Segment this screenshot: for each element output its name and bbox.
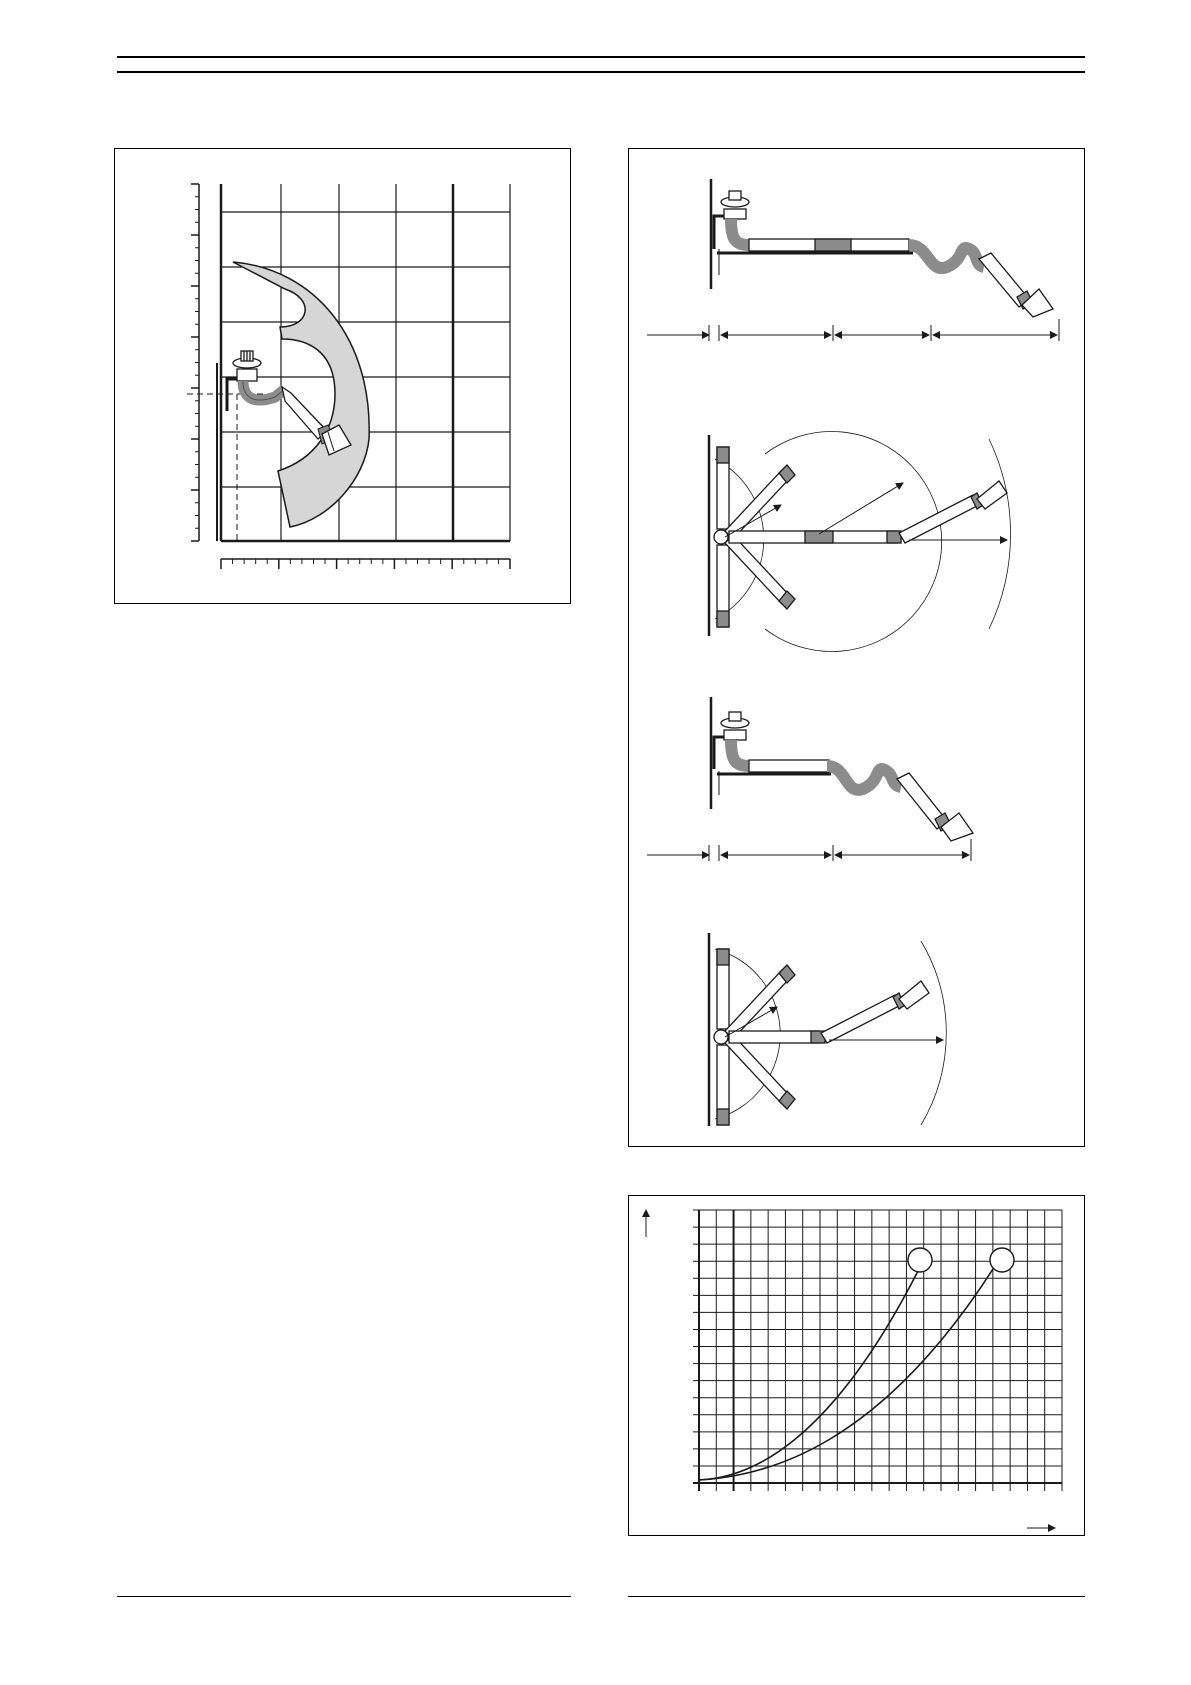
- pressure-loss-figure: [628, 1195, 1085, 1536]
- curve-2: [699, 1269, 993, 1480]
- footer-rule-right: [628, 1596, 1085, 1597]
- variant-b-top-view: [709, 933, 946, 1126]
- pressure-loss-chart-svg: [629, 1196, 1086, 1537]
- dimension-line-b: [647, 839, 971, 861]
- fan-motor-icon: [721, 191, 749, 219]
- fan-motor-icon: [721, 712, 749, 740]
- variant-a-side-view: [711, 179, 1053, 317]
- fan-motor-icon: [233, 351, 261, 381]
- curve-2-marker: [990, 1248, 1014, 1272]
- arm-variants-svg: [629, 149, 1086, 1148]
- dimension-line-a: [647, 319, 1059, 341]
- arm-variants-figure: [628, 148, 1085, 1147]
- header-rule-top: [117, 56, 1085, 58]
- working-range-figure: [114, 148, 571, 604]
- footer-rule-left: [117, 1596, 571, 1597]
- variant-b-side-view: [711, 697, 973, 841]
- working-range-svg: [115, 149, 572, 605]
- curve-1: [699, 1269, 919, 1480]
- curve-1-marker: [908, 1248, 932, 1272]
- variant-a-top-view: [709, 431, 1011, 651]
- header-rule-bottom: [117, 71, 1085, 73]
